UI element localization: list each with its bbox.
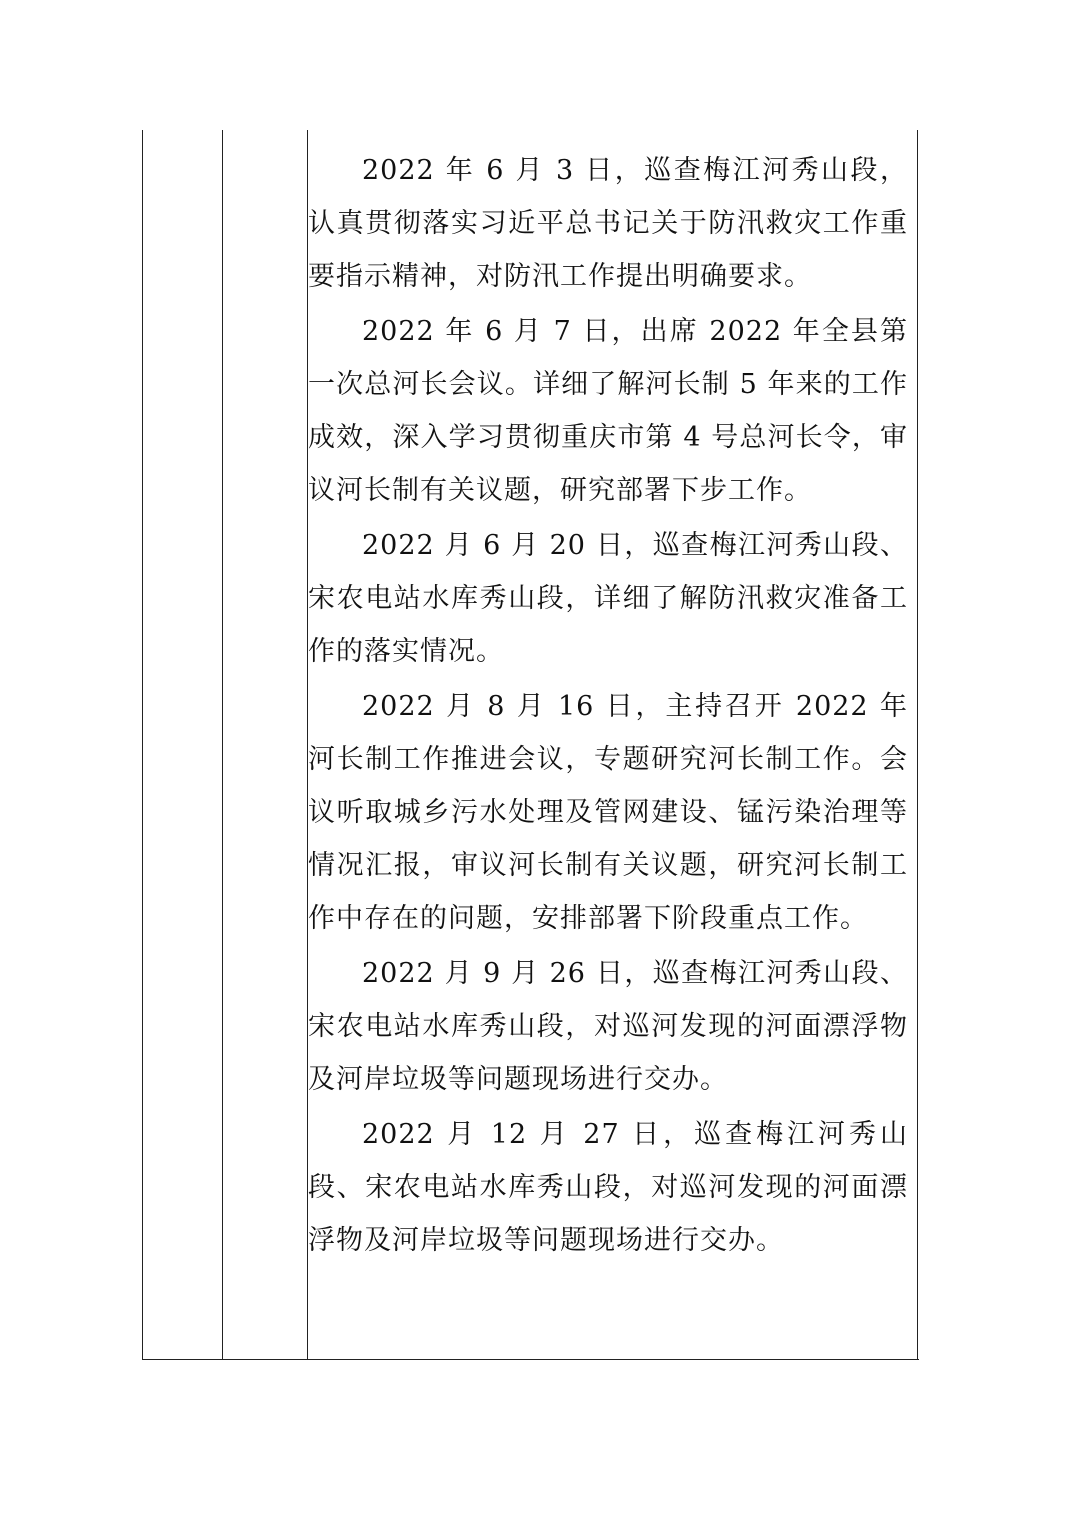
table-border-left — [142, 130, 143, 1360]
entry-paragraph: 2022 月 8 月 16 日，主持召开 2022 年河长制工作推进会议，专题研究河长制工作。会议听取城乡污水处理及管网建设、锰污染治理等情况汇报，审议河长制有关议题，研究河长制工作中存在的问题，安排部署下阶段重点工作。 — [308, 691, 908, 934]
work-record-cell — [308, 144, 908, 1267]
entry-paragraph: 2022 月 12 月 27 日，巡查梅江河秀山段、宋农电站水库秀山段，对巡河发现的河面漂浮物及河岸垃圾等问题现场进行交办。 — [308, 1119, 908, 1256]
entry-paragraph: 2022 月 6 月 20 日，巡查梅江河秀山段、宋农电站水库秀山段，详细了解防汛救灾准备工作的落实情况。 — [308, 530, 908, 667]
entry-paragraph: 2022 月 9 月 26 日，巡查梅江河秀山段、宋农电站水库秀山段，对巡河发现的河面漂浮物及河岸垃圾等问题现场进行交办。 — [308, 958, 908, 1095]
column-divider-1 — [222, 130, 223, 1360]
entry-paragraph: 2022 年 6 月 7 日，出席 2022 年全县第一次总河长会议。详细了解河长制 5 年来的工作成效，深入学习贯彻重庆市第 4 号总河长令，审议河长制有关议题，研究部署下步工作。 — [308, 316, 908, 506]
table-fragment — [142, 130, 918, 1360]
entry-paragraph: 2022 年 6 月 3 日，巡查梅江河秀山段，认真贯彻落实习近平总书记关于防汛救灾工作重要指示精神，对防汛工作提出明确要求。 — [308, 155, 908, 292]
table-border-right — [917, 130, 918, 1360]
table-border-bottom — [142, 1359, 919, 1360]
